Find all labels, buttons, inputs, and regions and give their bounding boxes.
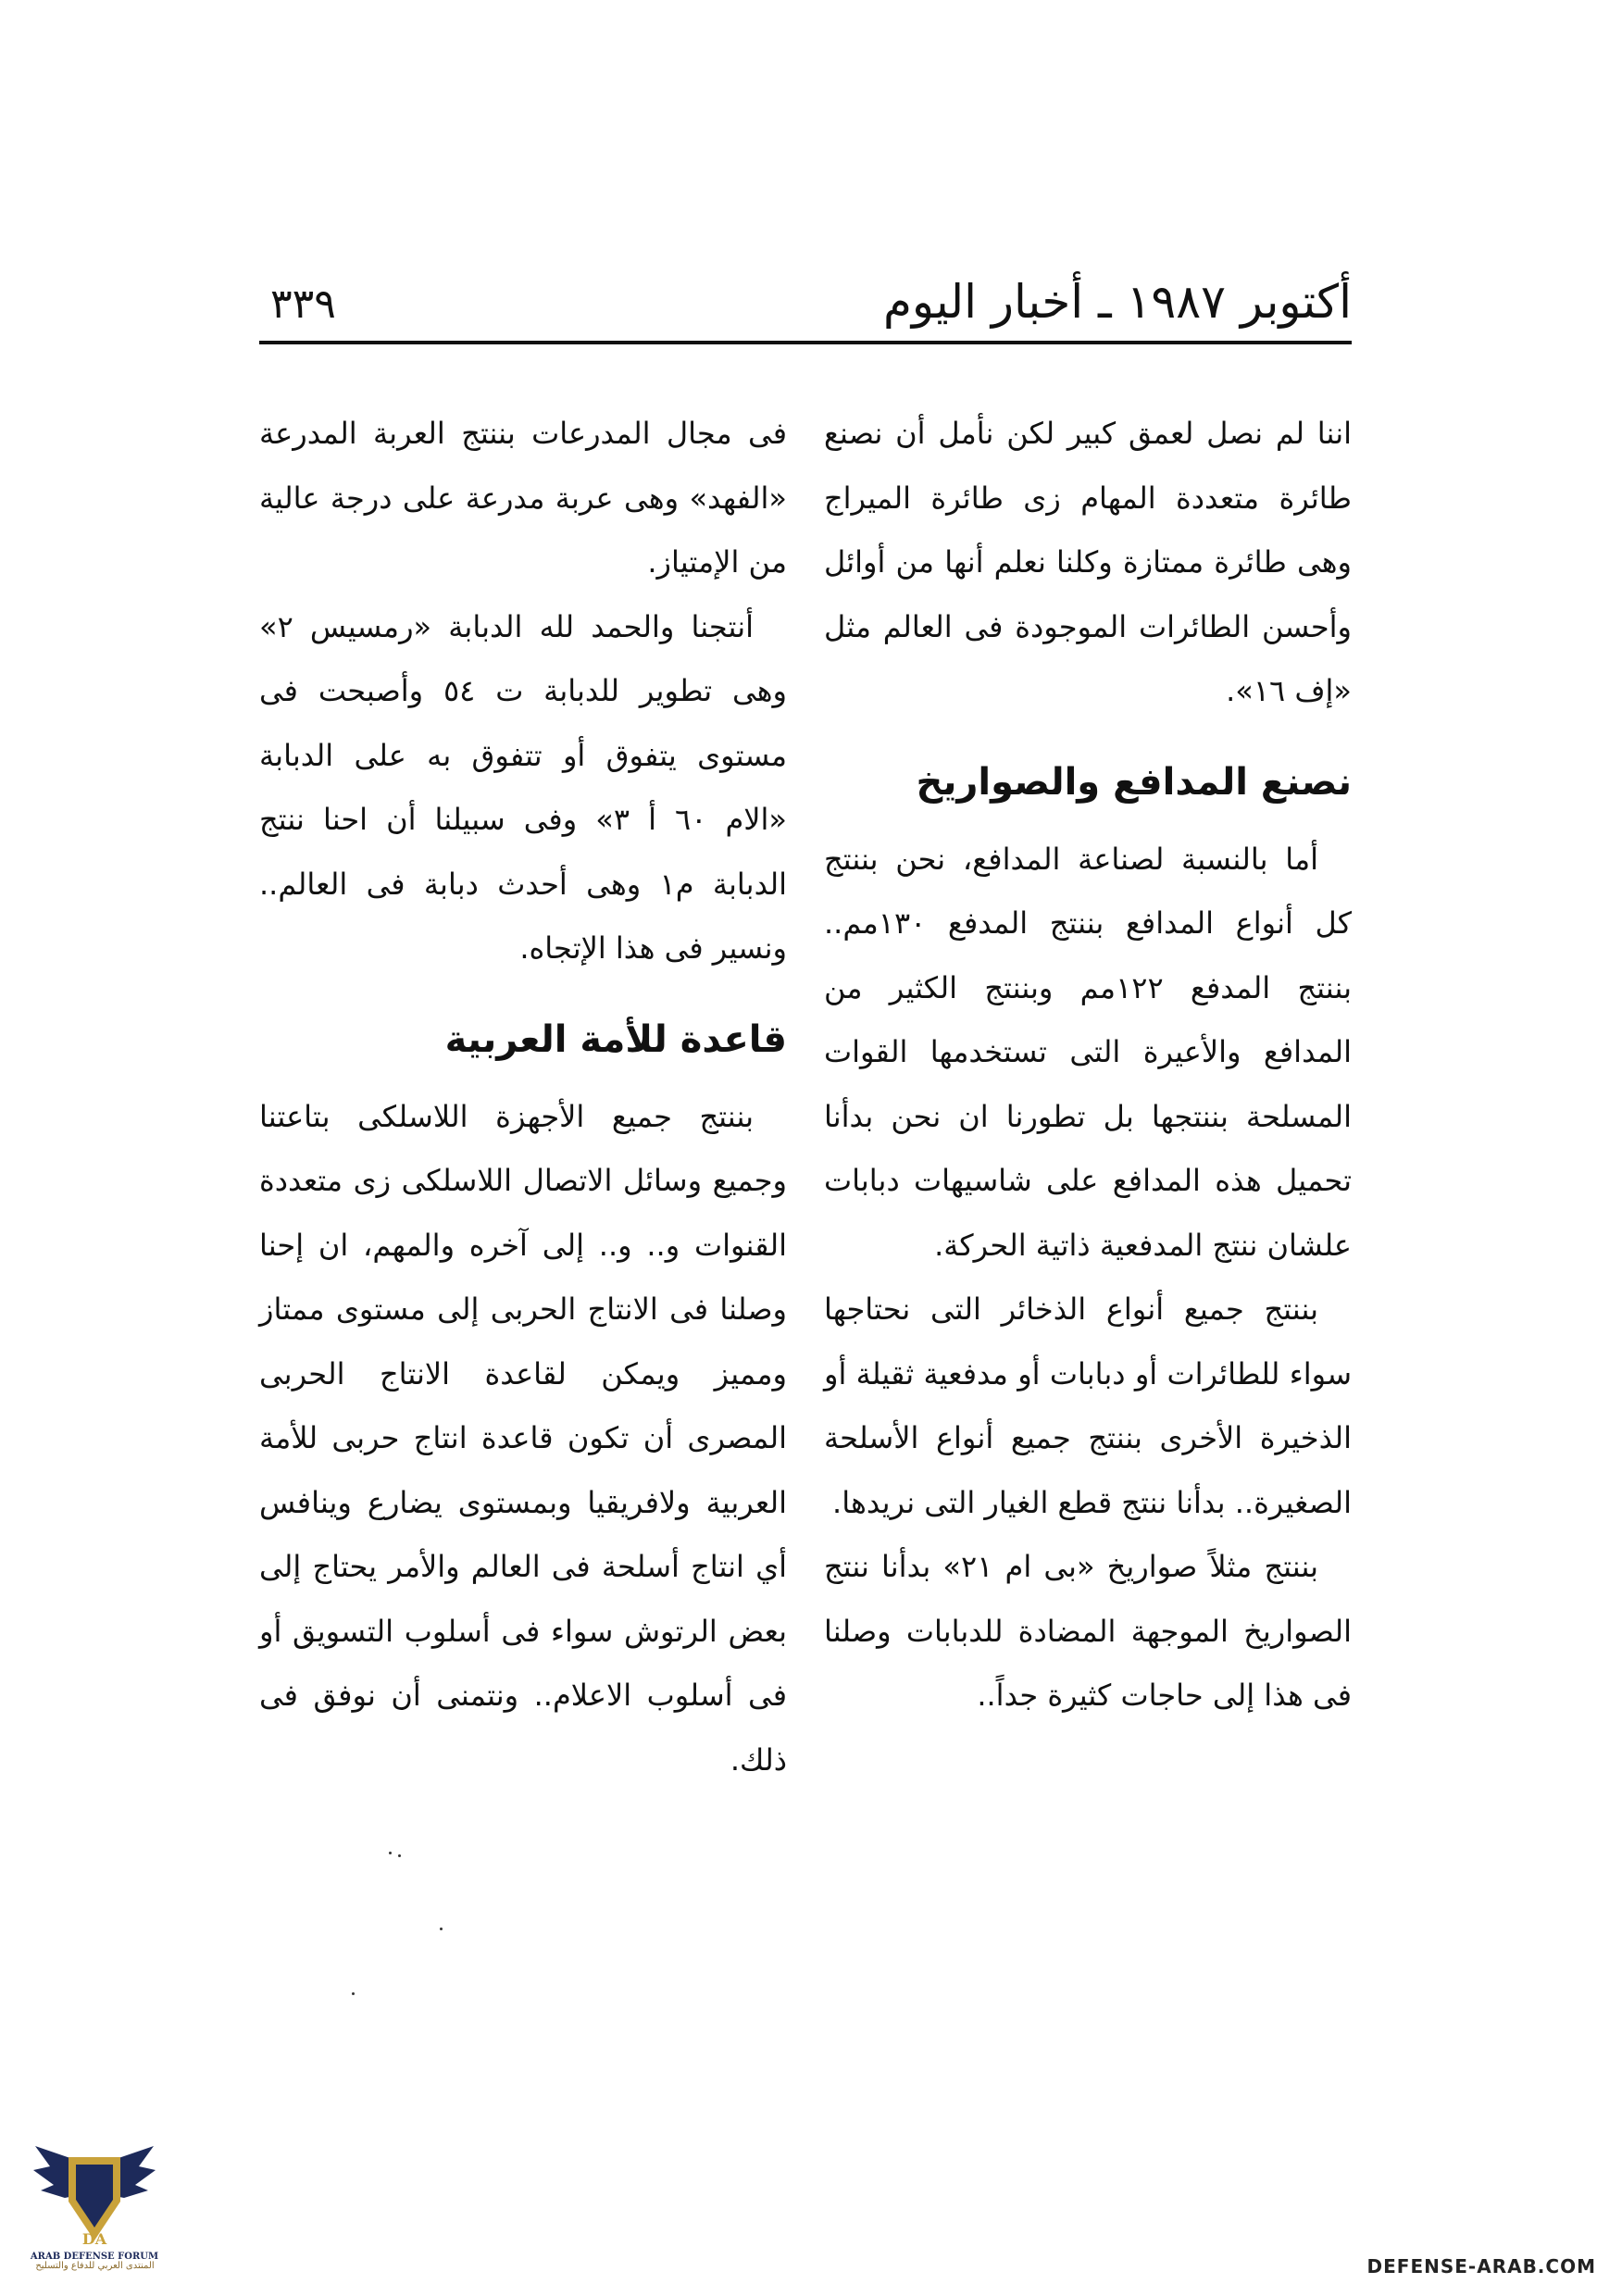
arab-defense-forum-logo bbox=[28, 2129, 162, 2287]
right-column bbox=[824, 402, 1352, 1728]
section-heading: نصنع المدافع والصواريخ bbox=[916, 760, 1352, 804]
page-number: ٣٣٩ bbox=[270, 281, 336, 328]
scan-speck bbox=[389, 1852, 392, 1854]
paragraph: فى مجال المدرعات بننتج العربة المدرعة «الفهد» وهى عربة مدرعة على درجة عالية من الإمتياز. bbox=[259, 416, 787, 580]
page-header bbox=[259, 268, 1352, 343]
scan-speck bbox=[398, 1854, 401, 1857]
section-heading: قاعدة للأمة العربية bbox=[444, 1017, 787, 1061]
logo-text: ARAB DEFENSE FORUM bbox=[30, 2252, 159, 2262]
logo-letters: DA bbox=[81, 2230, 107, 2248]
paragraph: أما بالنسبة لصناعة المدافع، نحن بننتج كل أنواع المدافع بننتج المدفع ١٣٠مم.. بننتج المدفع ١٢٢مم وبننتج الكثير من المدافع والأعيرة التى تستخدمها القوات المسلحة بننتجها بل تطورنا ان نحن بدأنا تحميل هذه المدافع على شاسيهات دبابات علشان ننتج المدفعية ذاتية الحركة. bbox=[824, 841, 1353, 1263]
left-column bbox=[259, 402, 787, 1792]
paragraph: بننتج مثلاً صواريخ «بى ام ٢١» بدأنا ننتج الصواريخ الموجهة المضادة للدبابات وصلنا فى هذا إلى حاجات كثيرة جداً.. bbox=[824, 1549, 1352, 1713]
scan-speck bbox=[352, 1992, 355, 1995]
header-rule bbox=[259, 341, 1352, 344]
paragraph: بننتج جميع أنواع الذخائر التى نحتاجها سواء للطائرات أو دبابات أو مدفعية ثقيلة أو الذخيرة الأخرى بننتج جميع أنواع الأسلحة الصغيرة.. بدأنا ننتج قطع الغيار التى نريدها. bbox=[824, 1292, 1352, 1520]
site-watermark: DEFENSE-ARAB.COM bbox=[1366, 2255, 1596, 2277]
scan-speck bbox=[440, 1928, 443, 1930]
logo-arabic-text: المنتدى العربي للدفاع والتسليح bbox=[35, 2261, 155, 2271]
paragraph: أنتجنا والحمد لله الدبابة «رمسيس ٢» وهى تطوير للدبابة ت ٥٤ وأصبحت فى مستوى يتفوق أو تتفوق به على الدبابة «الام ٦٠ أ ٣» وفى سبيلنا أن احنا ننتج الدبابة م١ وهى أحدث دبابة فى العالم.. ونسير فى هذا الإتجاه. bbox=[259, 608, 788, 966]
eagle-shield-icon bbox=[28, 2129, 162, 2264]
running-title: أكتوبر ١٩٨٧ ـ أخبار اليوم bbox=[882, 275, 1352, 329]
scan-specks bbox=[352, 1852, 537, 2037]
paragraph: بننتج جميع الأجهزة اللاسلكى بتاعتنا وجميع وسائل الاتصال اللاسلكى زى متعددة القنوات و.. و.. إلى آخره والمهم، ان إحنا وصلنا فى الانتاج الحربى إلى مستوى ممتاز ومميز ويمكن لقاعدة الانتاج الحربى المصرى أن تكون قاعدة انتاج حربى للأمة العربية ولافريقيا وبمستوى يضارع وينافس أي انتاج أسلحة فى العالم والأمر يحتاج إلى بعض الرتوش سواء فى أسلوب التسويق أو فى أسلوب الاعلام.. ونتمنى أن نوفق فى ذلك. bbox=[259, 1098, 787, 1778]
paragraph: اننا لم نصل لعمق كبير لكن نأمل أن نصنع طائرة متعددة المهام زى طائرة الميراج وهى طائرة ممتازة وكلنا نعلم أنها من أوائل وأحسن الطائرات الموجودة فى العالم مثل «إف ١٦». bbox=[824, 416, 1352, 708]
